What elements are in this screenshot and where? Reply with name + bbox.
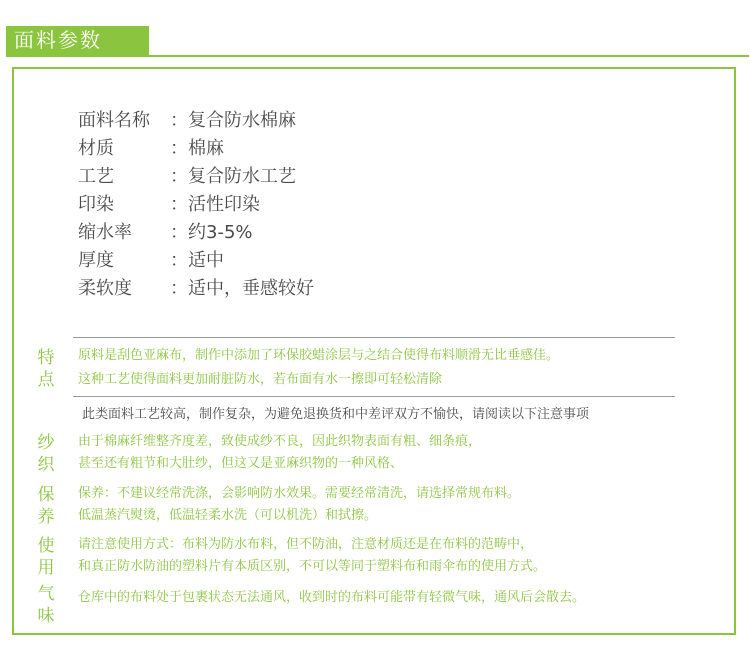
care-line-2: 低温蒸汽熨烫，低温轻柔水洗（可以机洗）和拭擦。 <box>78 508 378 523</box>
features-label-char-1: 特 <box>37 348 55 368</box>
param-colon: ： <box>170 166 188 187</box>
param-label: 缩水率 <box>78 222 132 243</box>
smell-line-1: 仓库中的布料处于包裹状态无法通风，收到时的布料可能带有轻微气味，通风后会散去。 <box>78 590 586 605</box>
yarn-label <box>34 432 58 476</box>
yarn-line-1: 由于棉麻纤维整齐度差，致使成纱不良，因此织物表面有粗、细条痕， <box>78 434 482 449</box>
features-label-char-2: 点 <box>37 370 55 390</box>
param-label: 印染 <box>78 194 114 215</box>
notice-text: 此类面料工艺较高，制作复杂，为避免退换货和中差评双方不愉快，请阅读以下注意事项 <box>82 407 590 422</box>
section-title <box>6 26 149 55</box>
yarn-line-2: 甚至还有粗节和大肚纱，但这又是亚麻织物的一种风格、 <box>78 456 404 471</box>
param-value: 棉麻 <box>188 138 224 159</box>
divider-top <box>73 337 675 338</box>
param-value: 复合防水工艺 <box>188 166 296 187</box>
param-value: 复合防水棉麻 <box>188 110 296 131</box>
param-label: 厚度 <box>78 250 114 271</box>
care-label-char-1: 保 <box>37 485 55 505</box>
param-label: 材质 <box>78 138 114 159</box>
param-colon: ： <box>170 222 188 243</box>
usage-label-char-1: 使 <box>37 536 55 556</box>
features-line-1: 原料是刮色亚麻布，制作中添加了环保胶蜡涂层与之结合使得布料顺滑无比垂感佳。 <box>78 348 560 363</box>
care-label-char-2: 养 <box>37 507 55 527</box>
smell-label-char-2: 味 <box>37 606 55 626</box>
usage-label-char-2: 用 <box>37 558 55 578</box>
yarn-label-char-2: 织 <box>37 455 55 475</box>
title-underline <box>6 55 749 57</box>
care-label <box>34 484 58 528</box>
param-value: 活性印染 <box>188 194 260 215</box>
usage-label <box>34 535 58 579</box>
smell-label-char-1: 气 <box>37 584 55 604</box>
usage-line-2: 和真正防水防油的塑料片有本质区别，不可以等同于塑料布和雨伞布的使用方式。 <box>78 559 547 574</box>
param-value: 约3-5% <box>188 222 253 243</box>
smell-label <box>34 583 58 627</box>
divider-bottom <box>73 396 675 397</box>
param-label: 工艺 <box>78 166 114 187</box>
yarn-label-char-1: 纱 <box>37 433 55 453</box>
features-label <box>34 347 58 391</box>
param-colon: ： <box>170 250 188 271</box>
param-colon: ： <box>170 138 188 159</box>
param-colon: ： <box>170 278 188 299</box>
param-label: 柔软度 <box>78 278 132 299</box>
param-value: 适中 <box>188 250 224 271</box>
usage-line-1: 请注意使用方式：布料为防水布料，但不防油，注意材质还是在布料的范畴中， <box>78 537 534 552</box>
param-colon: ： <box>170 194 188 215</box>
care-line-1: 保养：不建议经常洗涤，会影响防水效果。需要经常清洗，请选择常规布料。 <box>78 486 521 501</box>
param-colon: ： <box>170 110 188 131</box>
param-label: 面料名称 <box>78 110 150 131</box>
section-title-text: 面料参数 <box>14 28 102 52</box>
features-line-2: 这种工艺使得面料更加耐脏防水，若布面有水一擦即可轻松清除 <box>78 372 443 387</box>
param-value: 适中，垂感较好 <box>188 278 314 299</box>
